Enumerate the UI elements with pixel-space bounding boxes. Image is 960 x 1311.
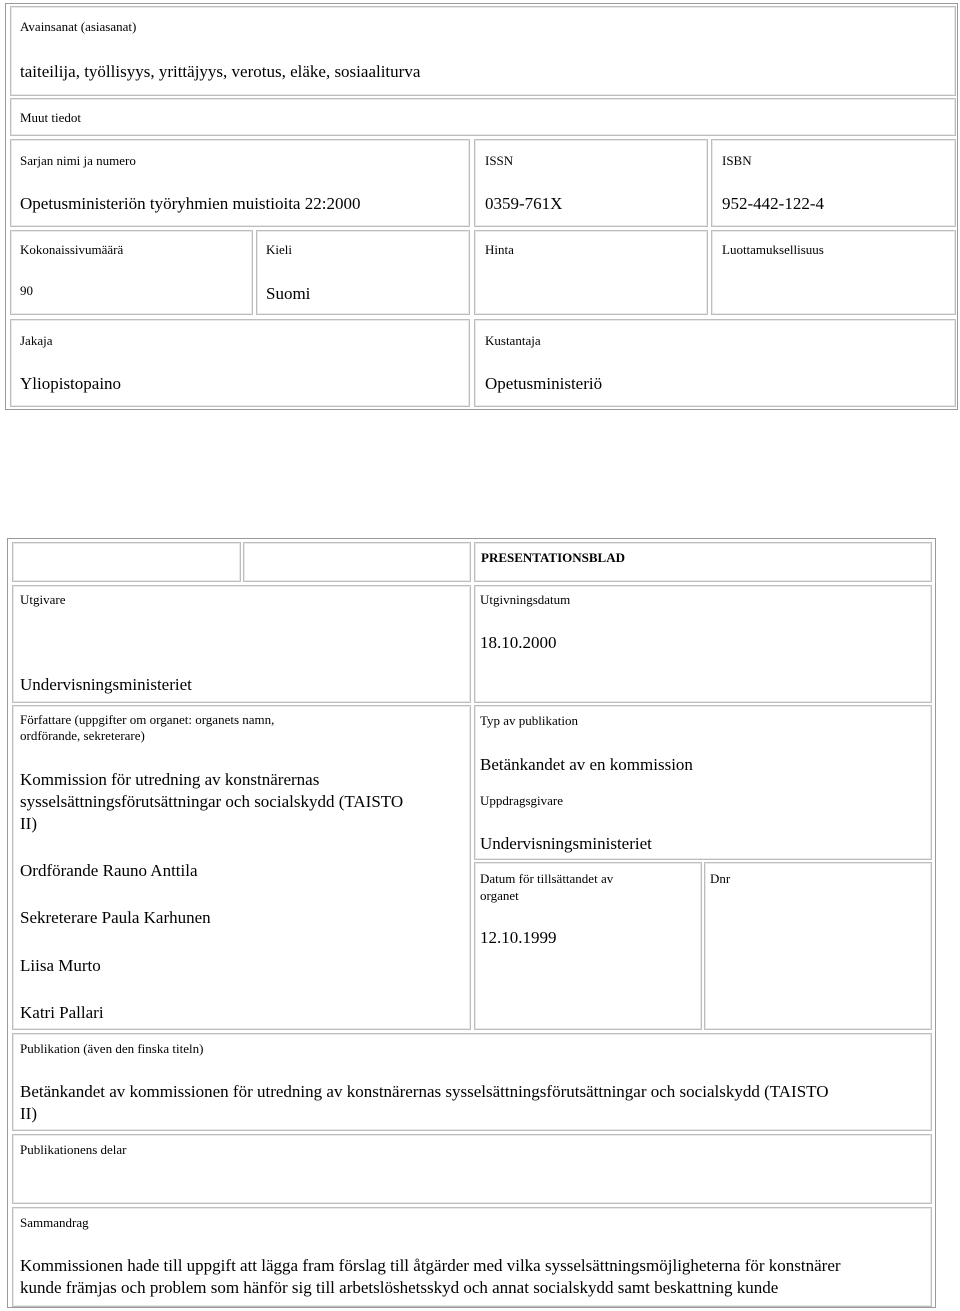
isbn-cell — [711, 139, 956, 227]
dnr-cell — [704, 862, 932, 1030]
publication-parts-label: Publikationens delar — [20, 1142, 127, 1157]
language-label: Kieli — [266, 242, 292, 257]
authors-body-line-1: Kommission för utredning av konstnärernas — [20, 770, 320, 789]
issn-cell — [474, 139, 708, 227]
issue-date-value: 18.10.2000 — [480, 633, 557, 652]
series-value: Opetusministeriön työryhmien muistioita 22:2000 — [20, 194, 361, 213]
publication-parts-cell — [12, 1134, 932, 1204]
summary-line-2: kunde främjas och problem som hänför sig till arbetslöshetsskyd och annat socialskydd samt beskattning kunde — [20, 1278, 779, 1297]
presentation-heading: PRESENTATIONSBLAD — [481, 550, 625, 565]
authors-cell — [12, 705, 471, 1030]
member-name-2: Katri Pallari — [20, 1003, 104, 1022]
isbn-value: 952-442-122-4 — [722, 194, 824, 213]
other-info-label: Muut tiedot — [20, 110, 82, 125]
appointed-date-cell — [474, 862, 702, 1030]
authors-label-line-1: Författare (uppgifter om organet: organets namn, — [20, 712, 275, 727]
issuer-label: Utgivare — [20, 592, 66, 607]
secretary-name: Sekreterare Paula Karhunen — [20, 908, 211, 927]
publication-title-line-1: Betänkandet av kommissionen för utredning av konstnärernas sysselsättningsförutsättningar och socialskydd (TAISTO — [20, 1082, 829, 1101]
publisher-value: Opetusministeriö — [485, 374, 603, 393]
authors-body-line-2: sysselsättningsförutsättningar och socialskydd (TAISTO — [20, 792, 404, 811]
issuer-cell — [12, 585, 471, 703]
issn-value: 0359-761X — [485, 194, 563, 213]
blank-header-cell-1 — [12, 542, 241, 582]
other-info-cell — [10, 98, 956, 136]
appointed-date-value: 12.10.1999 — [480, 928, 557, 947]
language-value: Suomi — [266, 284, 311, 303]
price-label: Hinta — [485, 242, 514, 257]
issn-label: ISSN — [485, 153, 514, 168]
publication-title-cell — [12, 1033, 932, 1131]
keywords-label: Avainsanat (asiasanat) — [20, 19, 137, 34]
language-cell — [256, 230, 470, 315]
commissioner-value: Undervisningsministeriet — [480, 834, 652, 853]
summary-label: Sammandrag — [20, 1215, 89, 1230]
confidentiality-cell — [711, 230, 956, 315]
summary-line-1: Kommissionen hade till uppgift att lägga fram förslag till åtgärder med vilka sysselsättningsmöjligheterna för konstnärer — [20, 1256, 841, 1275]
issue-date-label: Utgivningsdatum — [480, 592, 571, 607]
authors-label-line-2: ordförande, sekreterare) — [20, 728, 145, 743]
distributor-value: Yliopistopaino — [20, 374, 122, 393]
pages-label: Kokonaissivumäärä — [20, 242, 124, 257]
summary-cell — [12, 1207, 932, 1307]
publication-title-label: Publikation (även den finska titeln) — [20, 1041, 204, 1056]
commissioner-label: Uppdragsgivare — [480, 793, 564, 808]
appointed-label-line-2: organet — [480, 888, 519, 903]
publication-type-value: Betänkandet av en kommission — [480, 755, 693, 774]
publication-type-label: Typ av publikation — [480, 713, 579, 728]
chair-name: Ordförande Rauno Anttila — [20, 861, 198, 880]
pages-value: 90 — [20, 283, 33, 298]
keywords-cell — [10, 6, 956, 96]
member-name-1: Liisa Murto — [20, 956, 101, 975]
presentation-heading-cell — [474, 542, 932, 582]
series-label: Sarjan nimi ja numero — [20, 153, 136, 168]
dnr-label: Dnr — [710, 871, 731, 886]
isbn-label: ISBN — [722, 153, 752, 168]
issuer-value: Undervisningsministeriet — [20, 675, 192, 694]
publication-title-line-2: II) — [20, 1104, 37, 1123]
pages-cell — [10, 230, 253, 315]
price-cell — [474, 230, 708, 315]
distributor-cell — [10, 319, 470, 407]
confidentiality-label: Luottamuksellisuus — [722, 242, 824, 257]
appointed-label-line-1: Datum för tillsättandet av — [480, 871, 614, 886]
keywords-value: taiteilija, työllisyys, yrittäjyys, verotus, eläke, sosiaaliturva — [20, 62, 421, 81]
publisher-cell — [474, 319, 956, 407]
authors-body-line-3: II) — [20, 814, 37, 833]
distributor-label: Jakaja — [20, 333, 53, 348]
issue-date-cell — [474, 585, 932, 703]
publication-type-cell — [474, 705, 932, 860]
publisher-label: Kustantaja — [485, 333, 541, 348]
series-cell — [10, 139, 470, 227]
blank-header-cell-2 — [243, 542, 471, 582]
